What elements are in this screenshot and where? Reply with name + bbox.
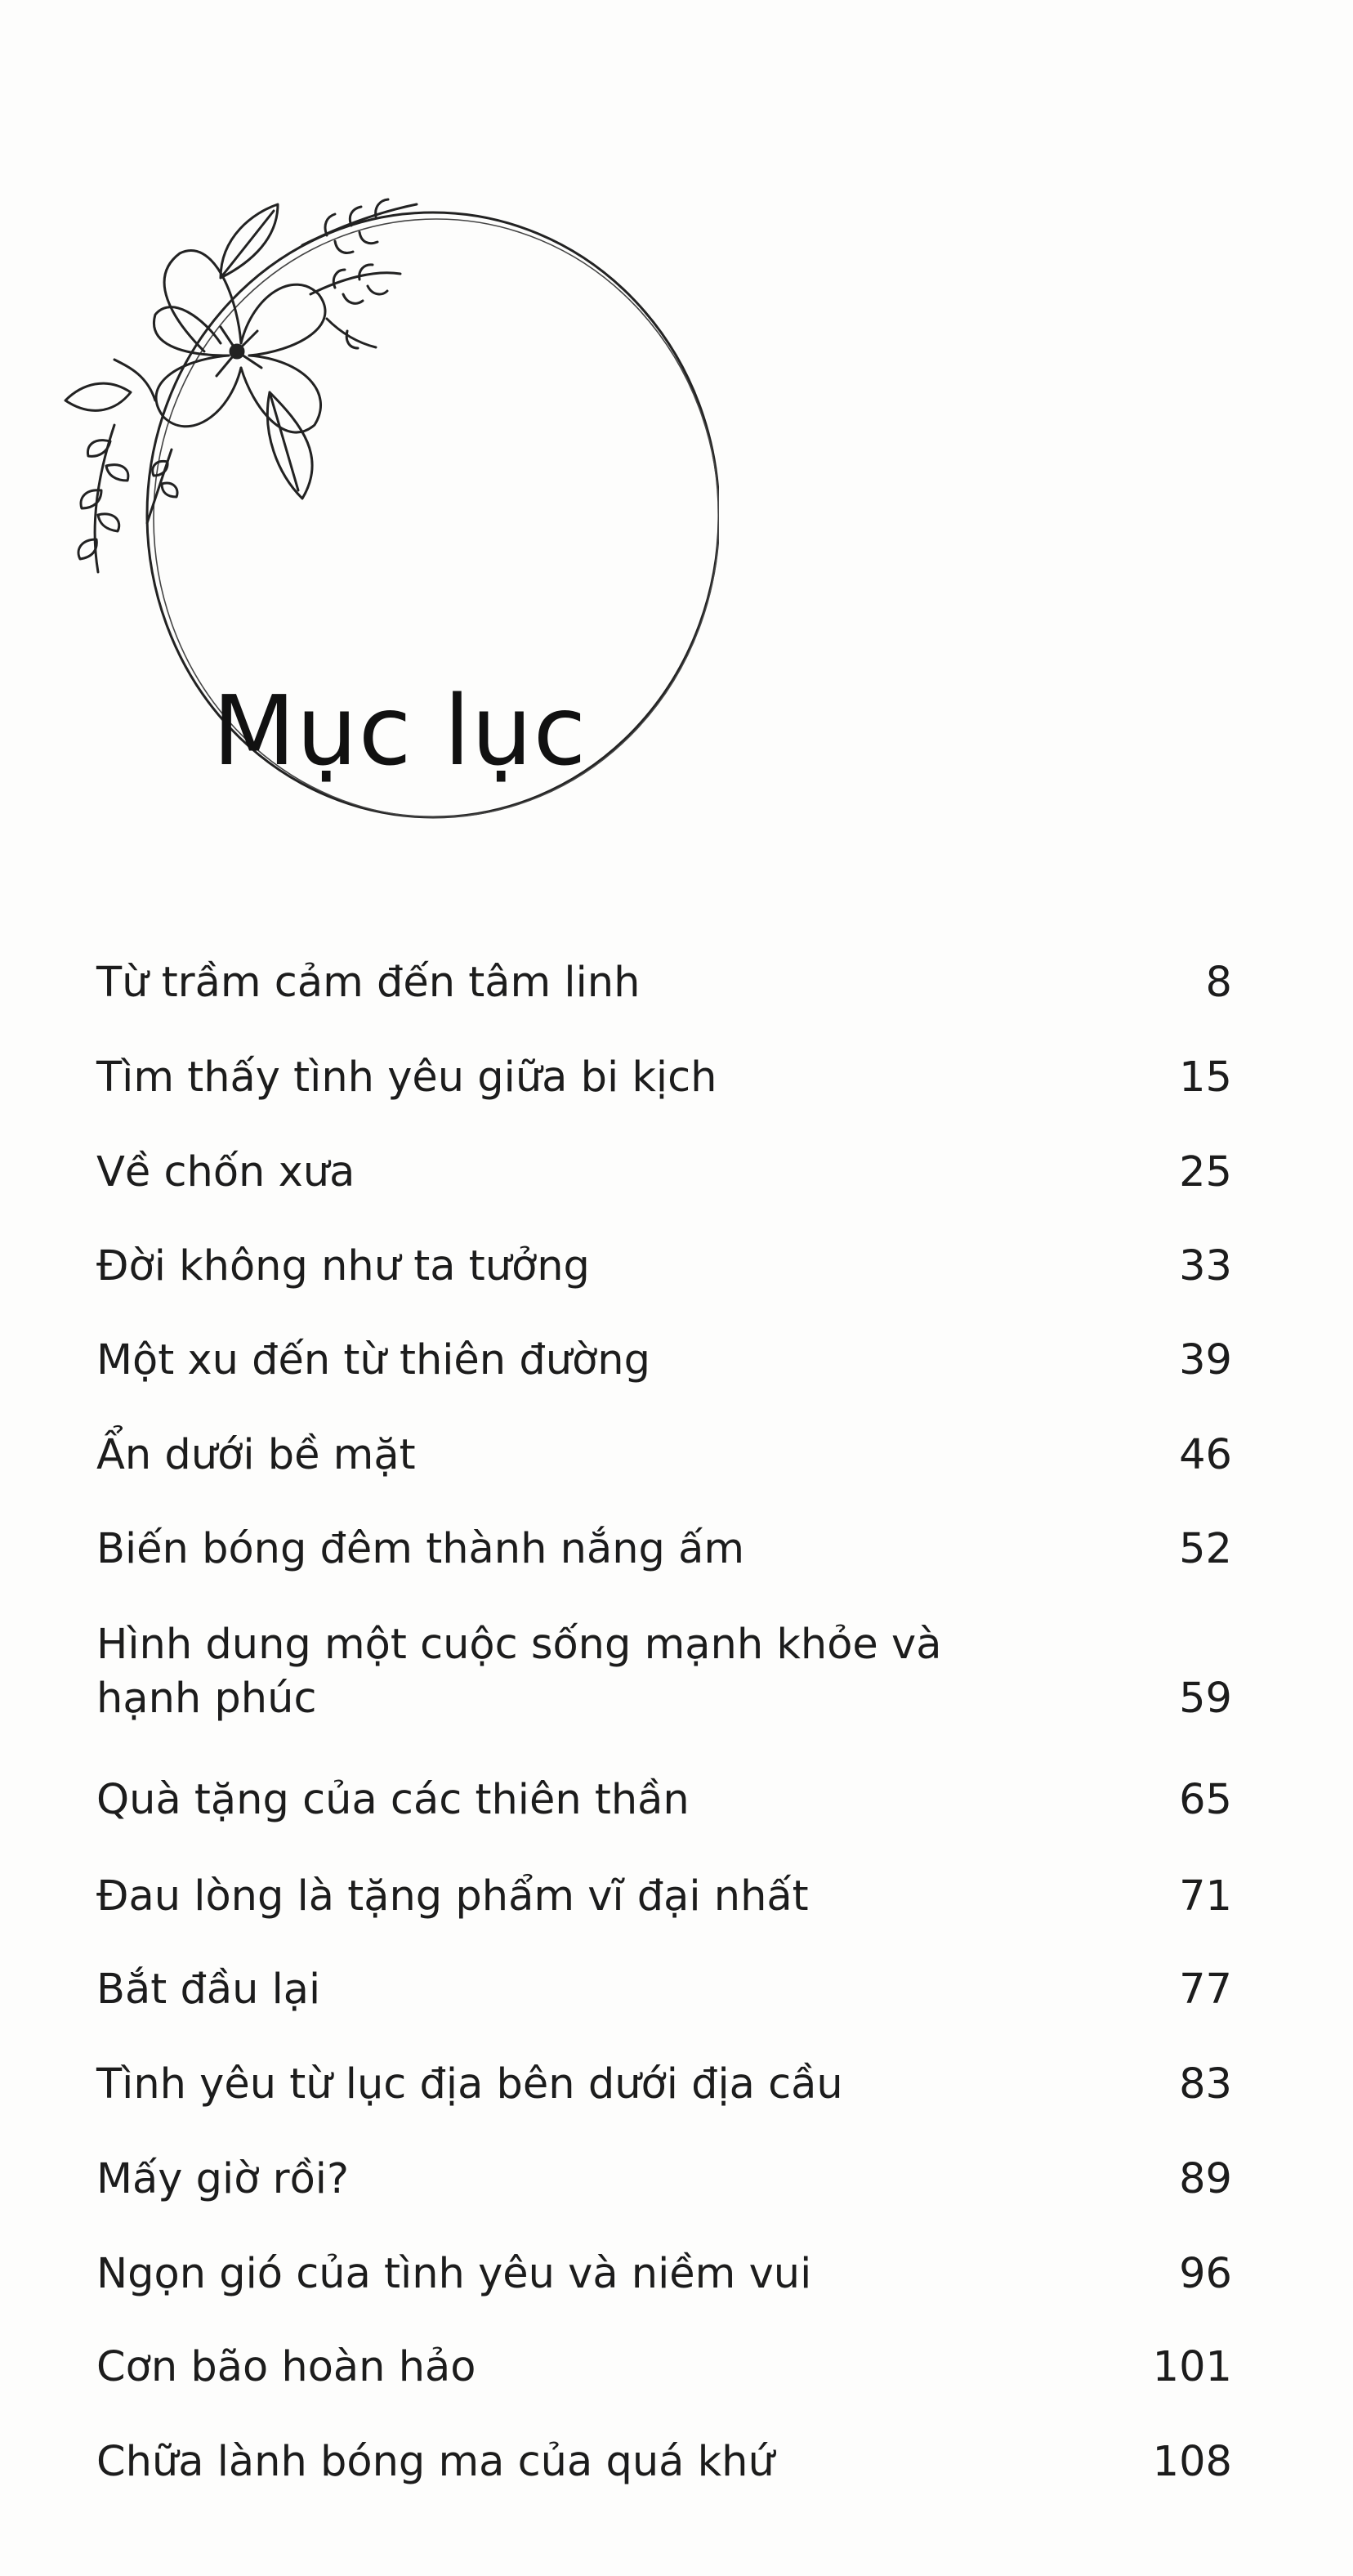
toc-entry-page: 108 xyxy=(1152,2438,1232,2486)
toc-entry xyxy=(96,2153,1232,2207)
toc-entry-page: 101 xyxy=(1152,2343,1232,2391)
toc-entry-title: Chữa lành bóng ma của quá khứ xyxy=(96,2438,775,2486)
toc-entry-page: 52 xyxy=(1179,1525,1232,1573)
toc-entry xyxy=(96,2247,1232,2301)
toc-entry-title: Mấy giờ rồi? xyxy=(96,2155,350,2203)
toc-entry-title: Cơn bão hoàn hảo xyxy=(96,2343,476,2391)
toc-entry-title: Đời không như ta tưởng xyxy=(96,1242,590,1290)
toc-entry-page: 71 xyxy=(1179,1872,1232,1921)
toc-entry-page: 33 xyxy=(1179,1242,1232,1290)
toc-entry-page: 59 xyxy=(1179,1675,1232,1723)
toc-entry-title: Hình dung một cuộc sống mạnh khỏe và hạnh phúc xyxy=(96,1621,942,1723)
toc-entry xyxy=(96,1240,1232,1294)
toc-entry-title: Ngọn gió của tình yêu và niềm vui xyxy=(96,2250,812,2298)
toc-entry-title: Tìm thấy tình yêu giữa bi kịch xyxy=(96,1053,717,1102)
toc-entry xyxy=(96,1051,1232,1105)
toc-entry-page: 89 xyxy=(1179,2155,1232,2203)
toc-entry xyxy=(96,1523,1232,1576)
toc-entry xyxy=(96,1618,1232,1726)
toc-entry-page: 83 xyxy=(1179,2060,1232,2109)
toc-entry-title: Tình yêu từ lục địa bên dưới địa cầu xyxy=(96,2060,843,2109)
toc-entry-title: Quà tặng của các thiên thần xyxy=(96,1776,690,1824)
toc-entry-page: 39 xyxy=(1179,1336,1232,1384)
toc-entry-title: Biến bóng đêm thành nắng ấm xyxy=(96,1525,745,1573)
toc-entry xyxy=(96,1146,1232,1200)
toc-entry-title: Đau lòng là tặng phẩm vĩ đại nhất xyxy=(96,1872,809,1921)
toc-entry-title: Ẩn dưới bề mặt xyxy=(96,1431,416,1479)
toc-entry xyxy=(96,2058,1232,2112)
toc-entry xyxy=(96,1963,1232,2017)
toc-entry-title: Từ trầm cảm đến tâm linh xyxy=(96,959,641,1007)
toc-entry xyxy=(96,956,1232,1010)
toc-entry xyxy=(96,1773,1232,1827)
toc-entry xyxy=(96,2435,1232,2489)
toc-entry xyxy=(96,1334,1232,1388)
toc-entry-page: 46 xyxy=(1179,1431,1232,1479)
toc-entry xyxy=(96,1870,1232,1924)
toc-entry-page: 8 xyxy=(1205,959,1232,1007)
toc-entry-page: 65 xyxy=(1179,1776,1232,1824)
toc-entry-page: 77 xyxy=(1179,1966,1232,2014)
toc-entry-title: Một xu đến từ thiên đường xyxy=(96,1336,650,1384)
toc-entry xyxy=(96,1429,1232,1483)
toc-entry-page: 96 xyxy=(1179,2250,1232,2298)
toc-entry xyxy=(96,2341,1232,2395)
toc-entry-page: 15 xyxy=(1179,1053,1232,1102)
toc-entry-title: Về chốn xưa xyxy=(96,1148,355,1196)
page-title: Mục lục xyxy=(212,674,587,787)
toc-entry-page: 25 xyxy=(1179,1148,1232,1196)
toc-entry-title: Bắt đầu lại xyxy=(96,1966,321,2014)
